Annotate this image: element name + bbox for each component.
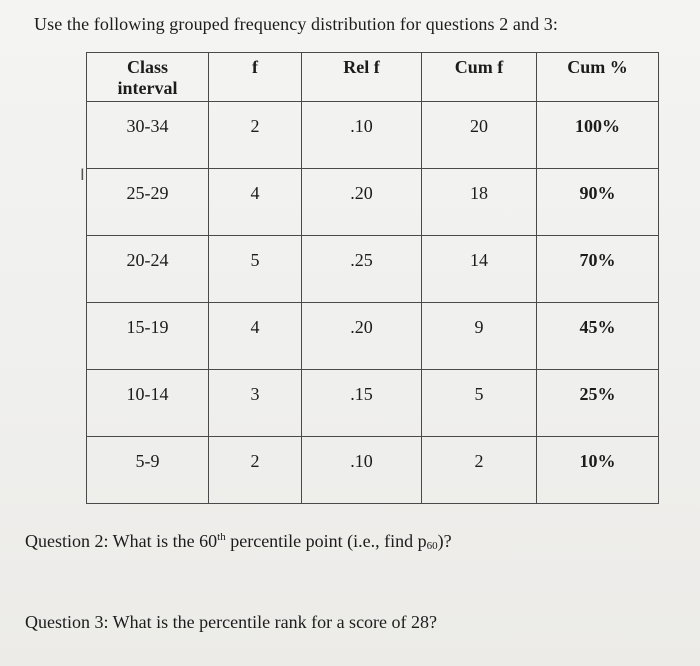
table-row (87, 437, 659, 504)
cell-interval: 30-34 (87, 102, 209, 169)
cell-interval: 25-29 (87, 169, 209, 236)
cell-cum-pct: 45% (537, 303, 659, 370)
cell-cum-pct: 70% (537, 236, 659, 303)
cell-rel-f: .15 (302, 370, 422, 437)
cell-f: 2 (209, 102, 302, 169)
cell-rel-f: .25 (302, 236, 422, 303)
cell-f: 3 (209, 370, 302, 437)
cell-f: 5 (209, 236, 302, 303)
cell-rel-f: .10 (302, 102, 422, 169)
header-cum-pct: Cum % (537, 53, 659, 102)
instructions-text: Use the following grouped frequency distribution for questions 2 and 3: (34, 14, 559, 34)
cell-cum-f: 2 (422, 437, 537, 504)
table-row (87, 169, 659, 236)
text-cursor-icon: I (80, 165, 85, 184)
cell-interval: 15-19 (87, 303, 209, 370)
table-row (87, 303, 659, 370)
header-class-interval: Class interval (87, 53, 209, 102)
cell-f: 4 (209, 169, 302, 236)
cell-interval: 5-9 (87, 437, 209, 504)
cell-cum-f: 5 (422, 370, 537, 437)
table-row (87, 236, 659, 303)
cell-f: 2 (209, 437, 302, 504)
frequency-distribution-table (86, 52, 659, 504)
cell-interval: 20-24 (87, 236, 209, 303)
cell-f: 4 (209, 303, 302, 370)
cell-cum-pct: 90% (537, 169, 659, 236)
header-cum-f: Cum f (422, 53, 537, 102)
header-f: f (209, 53, 302, 102)
table-row (87, 370, 659, 437)
cell-cum-pct: 10% (537, 437, 659, 504)
question-2-text: Question 2: What is the 60th percentile point (i.e., find p60)? (25, 531, 452, 552)
cell-cum-f: 20 (422, 102, 537, 169)
cell-rel-f: .20 (302, 169, 422, 236)
cell-cum-pct: 100% (537, 102, 659, 169)
cell-cum-f: 18 (422, 169, 537, 236)
table-row (87, 102, 659, 169)
cell-cum-f: 14 (422, 236, 537, 303)
header-rel-f: Rel f (302, 53, 422, 102)
table-header-row (87, 53, 659, 102)
cell-rel-f: .20 (302, 303, 422, 370)
cell-interval: 10-14 (87, 370, 209, 437)
cell-cum-f: 9 (422, 303, 537, 370)
cell-cum-pct: 25% (537, 370, 659, 437)
question-3-text: Question 3: What is the percentile rank for a score of 28? (25, 612, 438, 632)
cell-rel-f: .10 (302, 437, 422, 504)
